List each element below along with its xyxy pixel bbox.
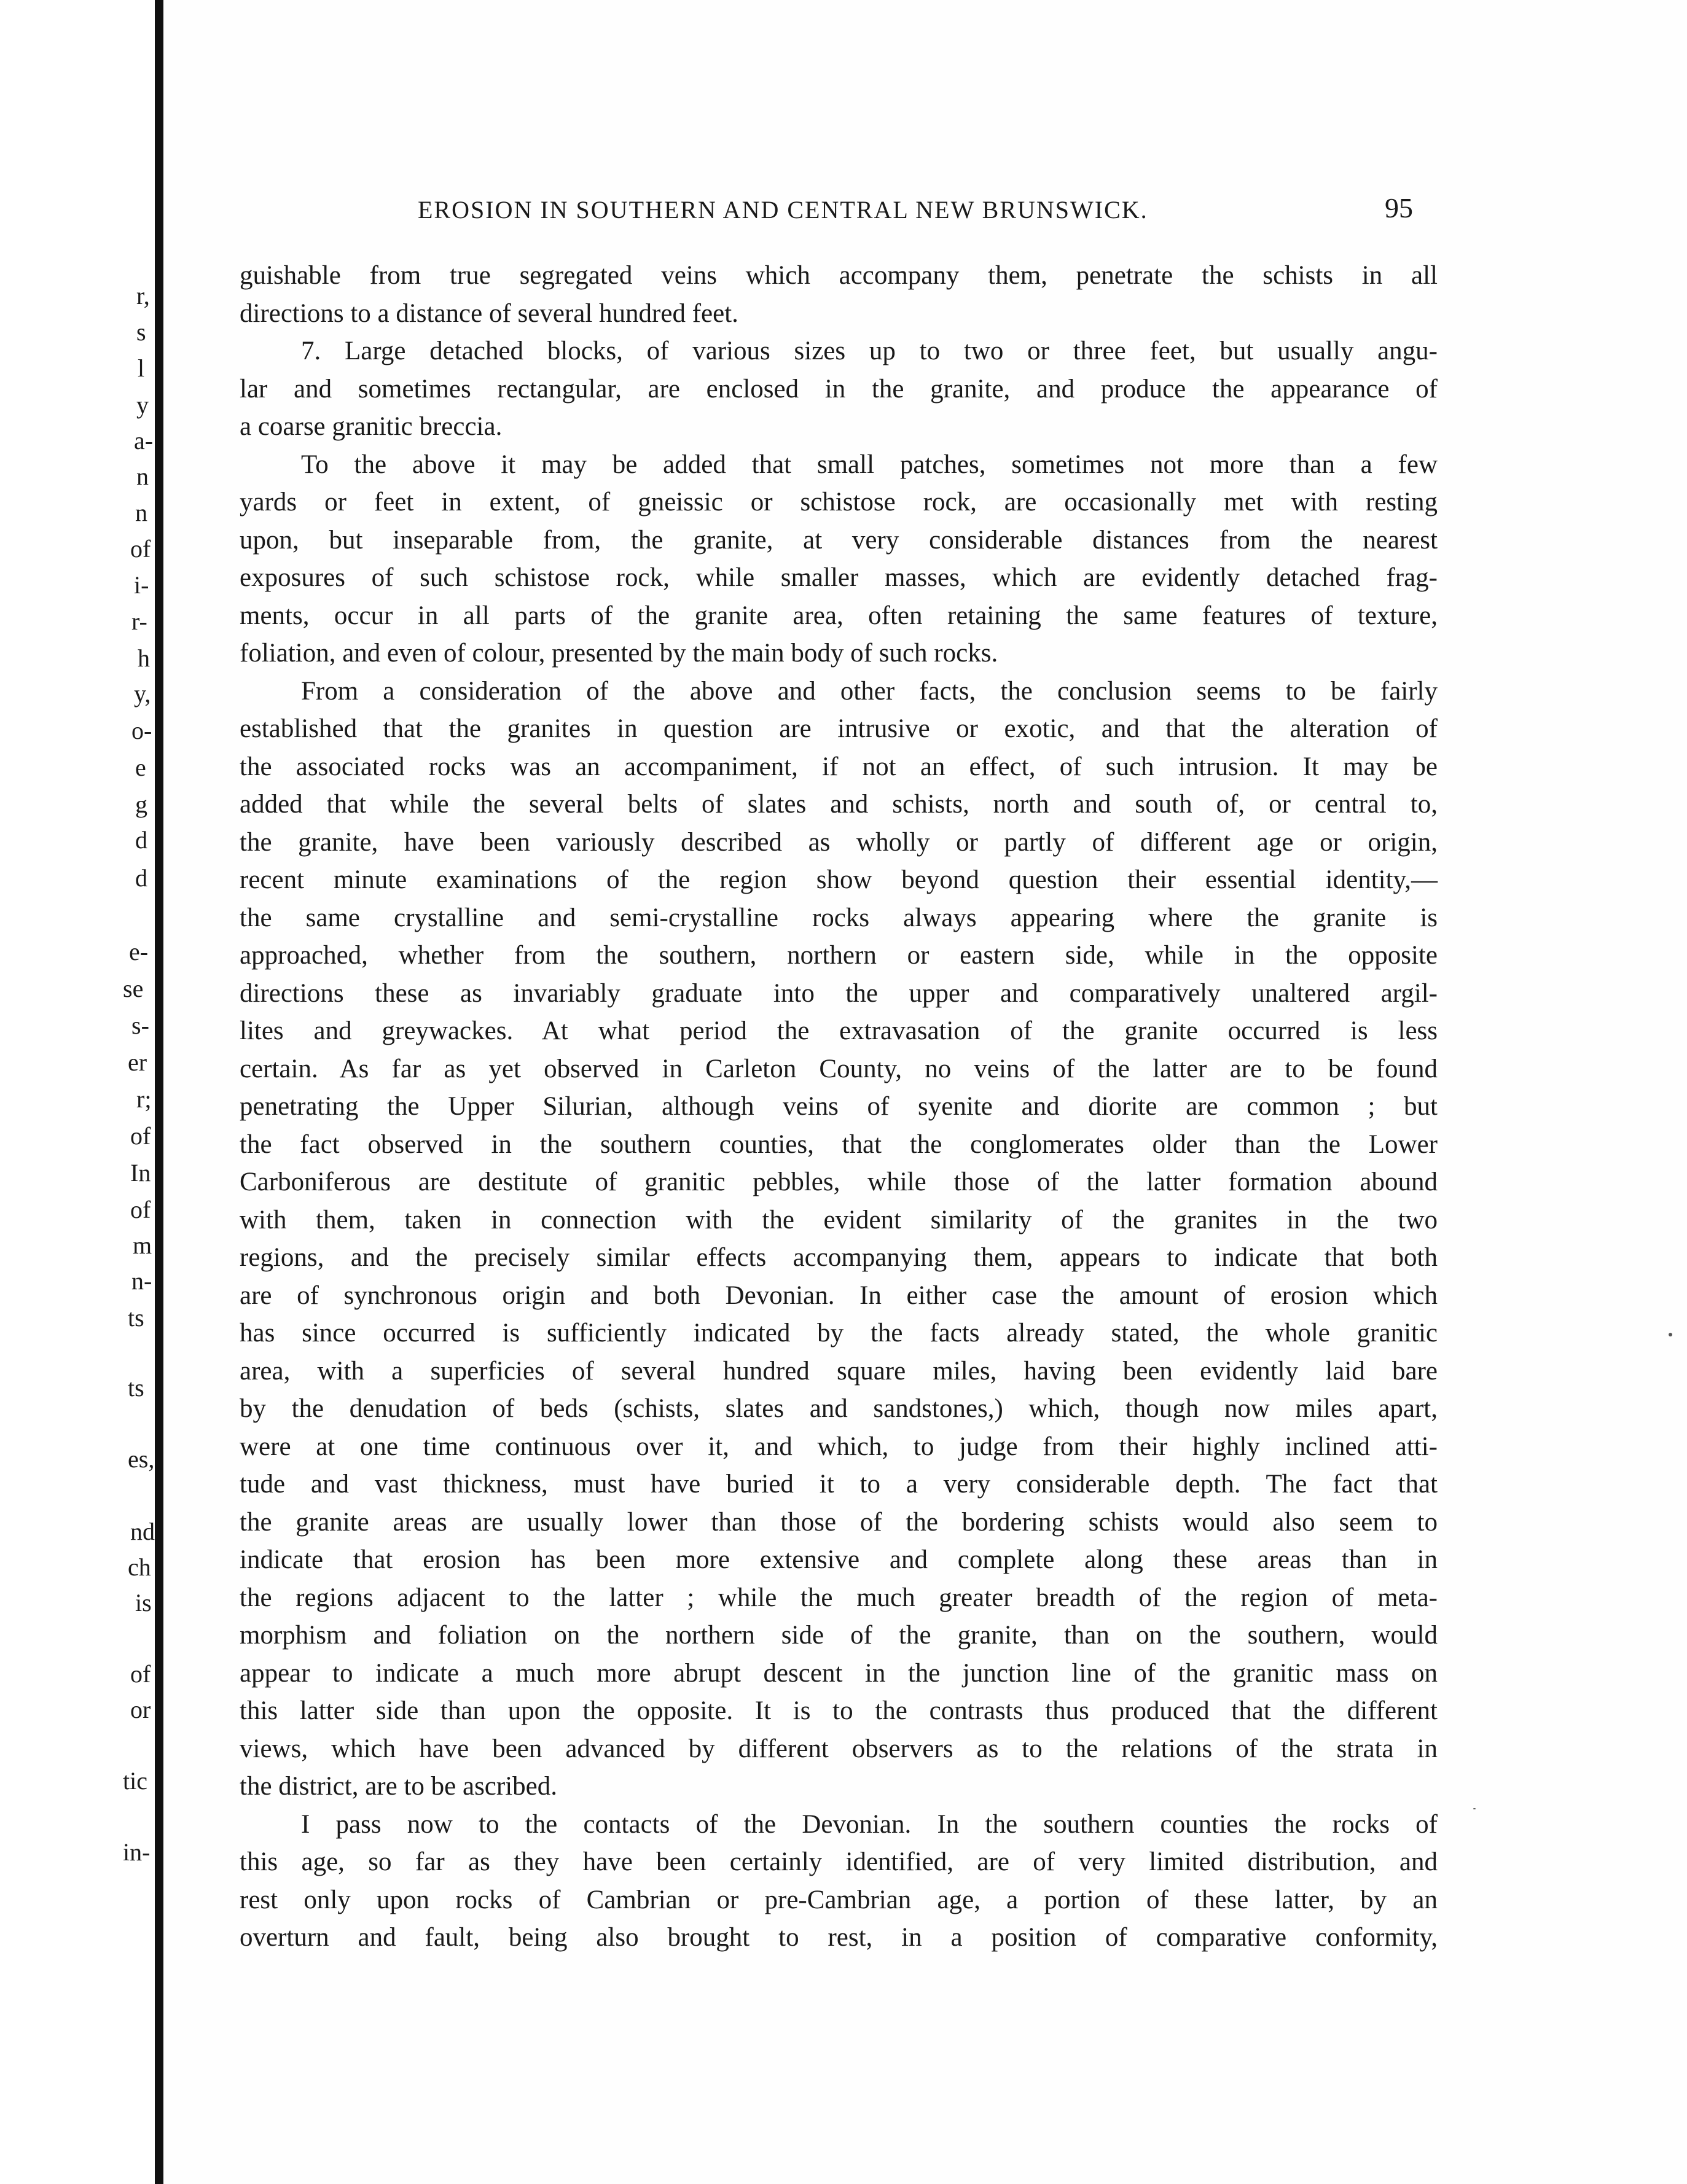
facing-page-fragment: ts (128, 1374, 144, 1402)
text-line: a coarse granitic breccia. (240, 412, 503, 441)
text-line: yards or feet in extent, of gneissic or schistose rock, are occasionally met with resting (240, 488, 1438, 517)
text-line: morphism and foliation on the northern side of the granite, than on the southern, would (240, 1621, 1438, 1650)
text-line: are of synchronous origin and both Devonian. In either case the amount of erosion which (240, 1281, 1438, 1310)
facing-page-fragment: d (135, 826, 147, 854)
text-line: foliation, and even of colour, presented by the main body of such rocks. (240, 639, 998, 668)
facing-page-fragment: e (135, 754, 146, 781)
text-line: 7. Large detached blocks, of various sizes up to two or three feet, but usually angu- (301, 337, 1438, 365)
facing-page-fragment: In (130, 1159, 151, 1187)
text-line: To the above it may be added that small patches, sometimes not more than a few (301, 450, 1438, 479)
text-line: tude and vast thickness, must have buried it to a very considerable depth. The fact that (240, 1470, 1438, 1499)
text-line: the granite areas are usually lower than those of the bordering schists would also seem to (240, 1507, 1438, 1537)
text-line: I pass now to the contacts of the Devonian. In the southern counties the rocks of (301, 1809, 1438, 1839)
facing-page-fragment: r, (136, 282, 150, 310)
text-line: this age, so far as they have been certainly identified, are of very limited distribution, and (240, 1847, 1438, 1876)
text-line: views, which have been advanced by different observers as to the relations of the strata in (240, 1734, 1438, 1763)
running-title: EROSION IN SOUTHERN AND CENTRAL NEW BRUNSWICK. (418, 196, 1148, 224)
facing-page-fragment: e- (129, 938, 149, 965)
text-line: penetrating the Upper Silurian, although veins of syenite and diorite are common ; but (240, 1092, 1438, 1121)
facing-page-fragment: r; (136, 1085, 152, 1113)
facing-page-fragment: m (133, 1231, 152, 1259)
facing-page-fragment: n (136, 462, 149, 490)
text-line: added that while the several belts of slates and schists, north and south of, or central to, (240, 790, 1438, 819)
facing-page-fragment: h (138, 644, 150, 672)
facing-page-fragment: nd (130, 1518, 155, 1545)
facing-page-fragment: s (136, 318, 146, 346)
facing-page-fragment: a- (134, 427, 154, 454)
text-line: the regions adjacent to the latter ; while the much greater breadth of the region of meta- (240, 1583, 1438, 1612)
text-line: indicate that erosion has been more extensive and complete along these areas than in (240, 1545, 1438, 1574)
text-line: rest only upon rocks of Cambrian or pre-Cambrian age, a portion of these latter, by an (240, 1885, 1438, 1914)
facing-page-fragment: of (130, 1660, 151, 1688)
text-line: has since occurred is sufficiently indicated by the facts already stated, the whole granitic (240, 1319, 1438, 1347)
facing-page-fragment: y, (134, 680, 151, 708)
facing-page-fragment: n (135, 499, 147, 526)
text-line: with them, taken in connection with the evident similarity of the granites in the two (240, 1205, 1438, 1234)
text-line: the associated rocks was an accompaniment, if not an effect, of such intrusion. It may be (240, 752, 1438, 781)
text-line: Carboniferous are destitute of granitic pebbles, while those of the latter formation abound (240, 1168, 1438, 1196)
facing-page-fragment: er (128, 1048, 147, 1076)
facing-page-fragment: l (138, 354, 145, 382)
facing-page-fragment: y (136, 391, 149, 419)
text-line: exposures of such schistose rock, while smaller masses, which are evidently detached frag- (240, 563, 1438, 592)
facing-page-fragment: or (130, 1696, 151, 1723)
facing-page-fragment: ts (128, 1304, 144, 1332)
text-line: lar and sometimes rectangular, are enclosed in the granite, and produce the appearance of (240, 374, 1438, 404)
facing-page-fragment: g (135, 790, 147, 818)
page-header (418, 192, 1413, 232)
facing-page-fragment: o- (131, 717, 152, 744)
facing-page-fragment: d (135, 864, 147, 892)
text-line: established that the granites in question are intrusive or exotic, and that the alteration of (240, 714, 1438, 743)
facing-page-fragment: in- (123, 1838, 151, 1866)
text-line: the same crystalline and semi-crystalline rocks always appearing where the granite is (240, 903, 1438, 932)
facing-page-fragment: is (135, 1589, 152, 1617)
text-line: upon, but inseparable from, the granite, at very considerable distances from the nearest (240, 525, 1438, 555)
facing-page-fragment: s- (131, 1012, 149, 1039)
text-line: overturn and fault, being also brought to rest, in a position of comparative conformity, (240, 1923, 1438, 1952)
text-line: directions to a distance of several hundred feet. (240, 298, 738, 328)
text-line: lites and greywackes. At what period the extravasation of the granite occurred is less (240, 1016, 1438, 1045)
facing-page-fragment: r- (131, 607, 147, 635)
text-line: the fact observed in the southern counties, that the conglomerates older than the Lower (240, 1129, 1438, 1159)
page-number: 95 (1385, 192, 1413, 224)
text-line: ments, occur in all parts of the granite area, often retaining the same features of texture, (240, 601, 1438, 630)
binding-gutter-shadow (155, 0, 163, 2184)
body-text-block (240, 257, 1438, 1957)
text-line: certain. As far as yet observed in Carleton County, no veins of the latter are to be found (240, 1054, 1438, 1083)
scan-speck (1473, 1808, 1476, 1809)
facing-page-fragment: i- (134, 571, 149, 599)
facing-page-fragment: es, (128, 1445, 155, 1473)
facing-page-fragment: of (130, 1196, 151, 1223)
text-line: regions, and the precisely similar effects accompanying them, appears to indicate that both (240, 1243, 1438, 1272)
text-line: From a consideration of the above and other facts, the conclusion seems to be fairly (301, 676, 1438, 706)
text-line: guishable from true segregated veins which accompany them, penetrate the schists in all (240, 261, 1438, 290)
facing-page-fragment: se (123, 975, 144, 1002)
text-line: directions these as invariably graduate into the upper and comparatively unaltered argil- (240, 978, 1438, 1008)
facing-page-fragment: of (130, 535, 151, 563)
text-line: the granite, have been variously described as wholly or partly of different age or origin, (240, 827, 1438, 857)
text-line: appear to indicate a much more abrupt descent in the junction line of the granitic mass on (240, 1658, 1438, 1688)
text-line: the district, are to be ascribed. (240, 1772, 557, 1801)
text-line: approached, whether from the southern, northern or eastern side, while in the opposite (240, 941, 1438, 970)
text-line: by the denudation of beds (schists, slates and sandstones,) which, though now miles apart, (240, 1394, 1438, 1423)
scan-speck (1669, 1333, 1672, 1336)
facing-page-text-fragments (0, 0, 155, 2184)
text-line: this latter side than upon the opposite. It is to the contrasts thus produced that the different (240, 1696, 1438, 1725)
facing-page-fragment: tic (123, 1767, 147, 1795)
facing-page-fragment: ch (128, 1553, 151, 1581)
text-line: were at one time continuous over it, and which, to judge from their highly inclined atti- (240, 1432, 1438, 1461)
text-line: area, with a superficies of several hundred square miles, having been evidently laid bare (240, 1356, 1438, 1386)
facing-page-fragment: of (130, 1122, 151, 1150)
facing-page-fragment: n- (131, 1267, 152, 1295)
text-line: recent minute examinations of the region show beyond question their essential identity,— (240, 865, 1438, 894)
